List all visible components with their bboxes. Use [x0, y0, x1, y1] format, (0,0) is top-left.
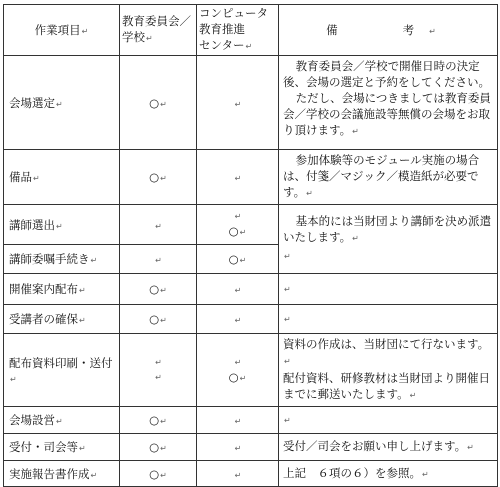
- notes-cell: 受付／司会をお願い申し上げます。↵: [279, 434, 498, 461]
- center-mark: ○↵: [197, 245, 279, 274]
- header-notes: 備 考↵: [279, 5, 498, 56]
- item-cell: 配布資料印刷・送付↵: [4, 334, 120, 407]
- item-cell: 実施報告書作成↵: [4, 461, 120, 487]
- notes-cell: 教育委員会／学校で開催日時の決定後、会場の選定と予約をしてください。 ただし、会場につきましては教育委員会／学校の会議施設等無償の会場をお取り頂けます。↵: [279, 56, 498, 150]
- center-mark: ↵: [197, 407, 279, 434]
- header-board: 教育委員会／ 学校↵: [120, 5, 197, 56]
- center-mark: ↵: [197, 56, 279, 150]
- board-mark: ↵: [120, 245, 197, 274]
- center-mark: ↵ ○↵: [197, 334, 279, 407]
- board-mark: ↵ ↵: [120, 334, 197, 407]
- item-cell: 講師委嘱手続き↵: [4, 245, 120, 274]
- table-row: [4, 461, 498, 487]
- item-cell: 会場選定↵: [4, 56, 120, 150]
- notes-cell: 上記 ６項の６）を参照。↵: [279, 461, 498, 487]
- responsibility-table: [3, 4, 498, 487]
- item-cell: 会場設営↵: [4, 407, 120, 434]
- table-row: [4, 274, 498, 305]
- header-row: [4, 5, 498, 56]
- center-mark: ↵ ○↵: [197, 205, 279, 245]
- board-mark: ○↵: [120, 434, 197, 461]
- board-mark: ○↵: [120, 274, 197, 305]
- notes-cell: 参加体験等のモジュール実施の場合は、付箋／マジック／模造紙が必要です。↵: [279, 150, 498, 205]
- notes-cell: 資料の作成は、当財団にて行ないます。↵ 配付資料、研修教材は当財団より開催日までに郵送いたします。↵: [279, 334, 498, 407]
- header-center: コンピュータ 教育推進 センター↵: [197, 5, 279, 56]
- item-cell: 備品↵: [4, 150, 120, 205]
- item-cell: 開催案内配布↵: [4, 274, 120, 305]
- table-row: [4, 56, 498, 150]
- notes-cell: ↵: [279, 274, 498, 305]
- board-mark: ○↵: [120, 150, 197, 205]
- item-cell: 講師選出↵: [4, 205, 120, 245]
- notes-cell: 基本的には当財団より講師を決め派遣いたします。↵ ↵: [279, 205, 498, 274]
- board-mark: ○↵: [120, 407, 197, 434]
- notes-cell: ↵: [279, 305, 498, 334]
- header-item: 作業項目↵: [4, 5, 120, 56]
- center-mark: ↵: [197, 461, 279, 487]
- table-row: [4, 305, 498, 334]
- center-mark: ↵: [197, 150, 279, 205]
- table-row: [4, 434, 498, 461]
- item-cell: 受講者の確保↵: [4, 305, 120, 334]
- table-row: [4, 334, 498, 407]
- table-row: [4, 407, 498, 434]
- board-mark: ○↵: [120, 461, 197, 487]
- item-cell: 受付・司会等↵: [4, 434, 120, 461]
- board-mark: ○↵: [120, 56, 197, 150]
- table-row: [4, 205, 498, 245]
- center-mark: ↵: [197, 434, 279, 461]
- board-mark: ↵: [120, 205, 197, 245]
- table-row: [4, 150, 498, 205]
- board-mark: ○↵: [120, 305, 197, 334]
- center-mark: ↵: [197, 305, 279, 334]
- center-mark: ↵: [197, 274, 279, 305]
- notes-cell: ↵: [279, 407, 498, 434]
